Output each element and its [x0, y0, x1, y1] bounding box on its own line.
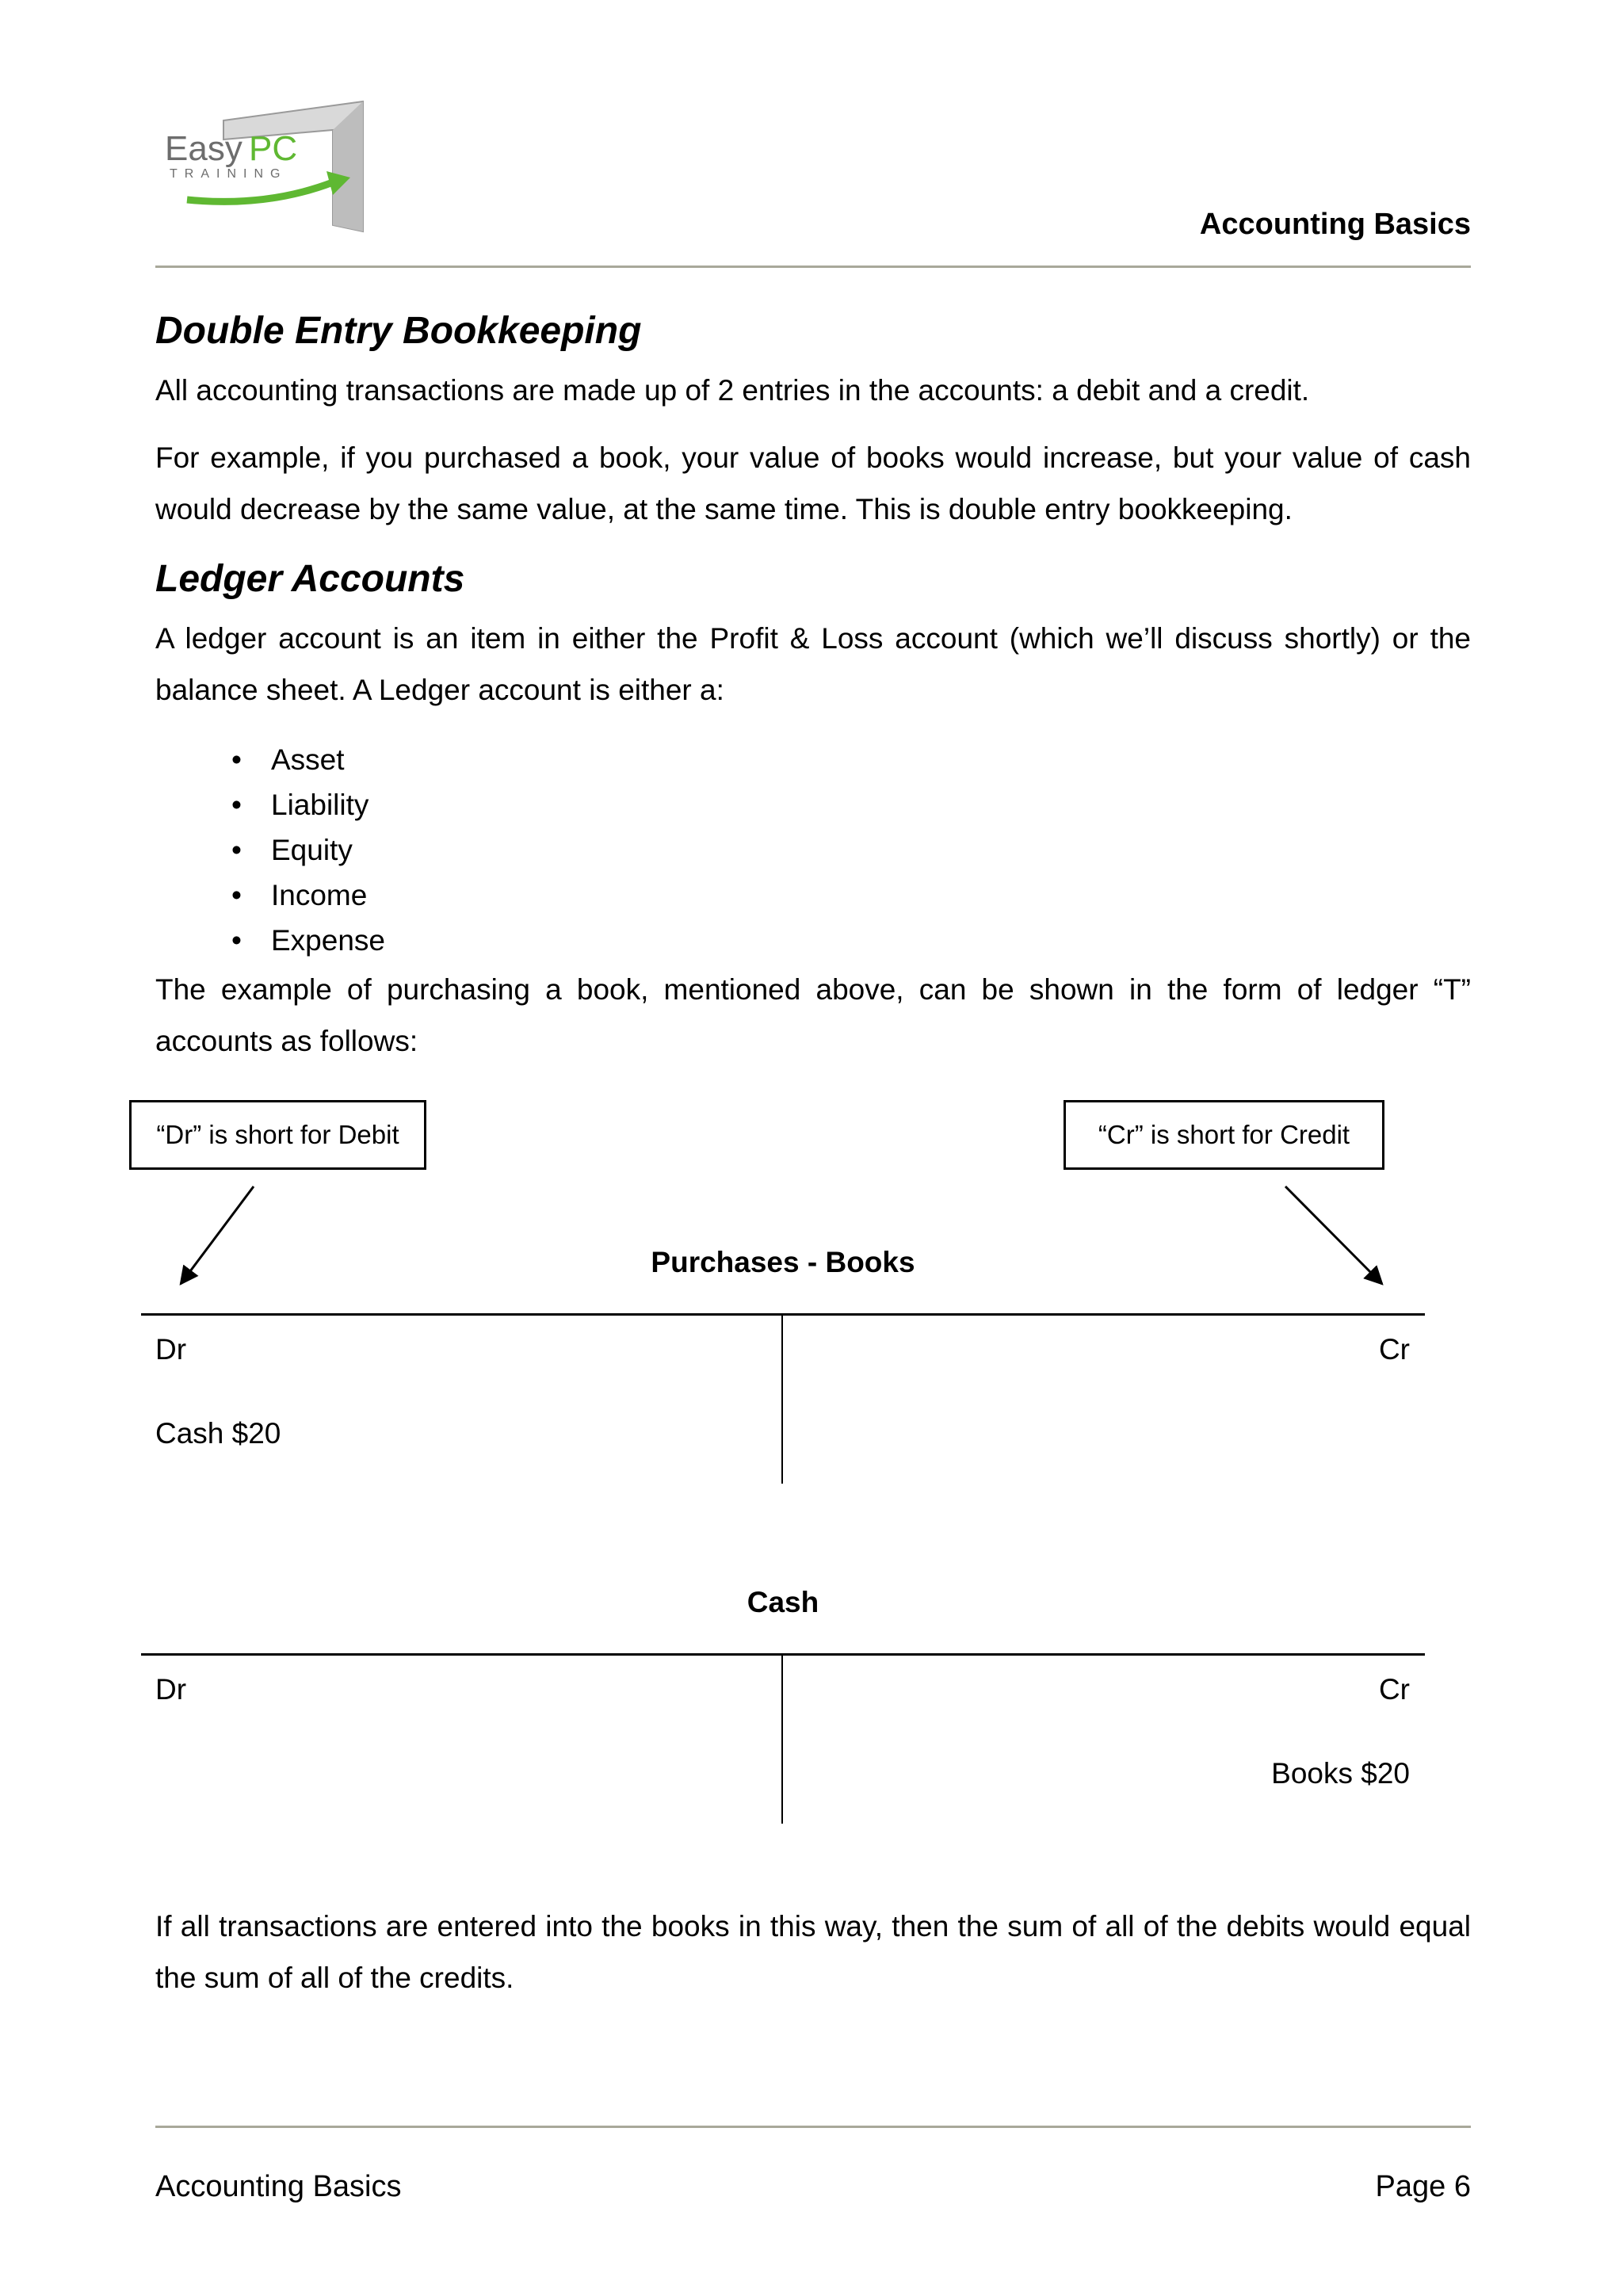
footer-title: Accounting Basics — [155, 2170, 402, 2203]
ledger-type-list — [155, 737, 385, 963]
callout-debit: “Dr” is short for Debit — [129, 1100, 426, 1170]
list-item: • Equity — [155, 827, 385, 873]
t-account-horizontal-rule — [141, 1313, 1425, 1316]
list-item: • Liability — [155, 782, 385, 827]
callout-credit: “Cr” is short for Credit — [1064, 1100, 1384, 1170]
paragraph-ledger-intro: A ledger account is an item in either the Profit & Loss account (which we’ll discuss shortly) or the balance sheet. A Ledger account is either a: — [155, 622, 1471, 706]
list-item: • Income — [155, 873, 385, 918]
paragraph-conclusion: If all transactions are entered into the books in this way, then the sum of all of the debits would equal the sum of all of the credits. — [155, 1910, 1471, 1994]
easypc-training-logo — [163, 98, 369, 235]
t-account-title: Cash — [747, 1586, 819, 1618]
header-title: Accounting Basics — [1199, 208, 1471, 241]
logo-graphic — [163, 98, 369, 235]
page-number: Page 6 — [1375, 2170, 1471, 2203]
footer-divider — [155, 2126, 1471, 2128]
cr-label: Cr — [1378, 1673, 1410, 1706]
paragraph-double-entry-1: All accounting transactions are made up of 2 entries in the accounts: a debit and a credit. — [155, 374, 1310, 407]
t-account-title: Purchases - Books — [651, 1246, 915, 1278]
t-account-horizontal-rule — [141, 1653, 1425, 1656]
cr-entry: Books $20 — [1271, 1757, 1410, 1790]
heading-double-entry: Double Entry Bookkeeping — [155, 310, 642, 352]
logo-text-main: Easy — [165, 129, 242, 168]
header-divider — [155, 266, 1471, 268]
list-item: • Asset — [155, 737, 385, 782]
paragraph-ledger-example: The example of purchasing a book, mentioned above, can be shown in the form of ledger “T” accounts as follows: — [155, 973, 1471, 1057]
heading-ledger-accounts: Ledger Accounts — [155, 558, 465, 600]
list-item: • Expense — [155, 918, 385, 963]
t-account-vertical-rule — [781, 1314, 783, 1484]
dr-label: Dr — [155, 1333, 187, 1366]
t-account-vertical-rule — [781, 1654, 783, 1824]
dr-label: Dr — [155, 1673, 187, 1706]
logo-text-sub: TRAINING — [170, 167, 288, 181]
cr-label: Cr — [1378, 1333, 1410, 1366]
dr-entry: Cash $20 — [155, 1417, 281, 1450]
logo-text-accent: PC — [249, 129, 298, 168]
paragraph-double-entry-2: For example, if you purchased a book, your value of books would increase, but your value of cash would decrease by the same value, at the same time. This is double entry bookkeeping. — [155, 441, 1471, 525]
